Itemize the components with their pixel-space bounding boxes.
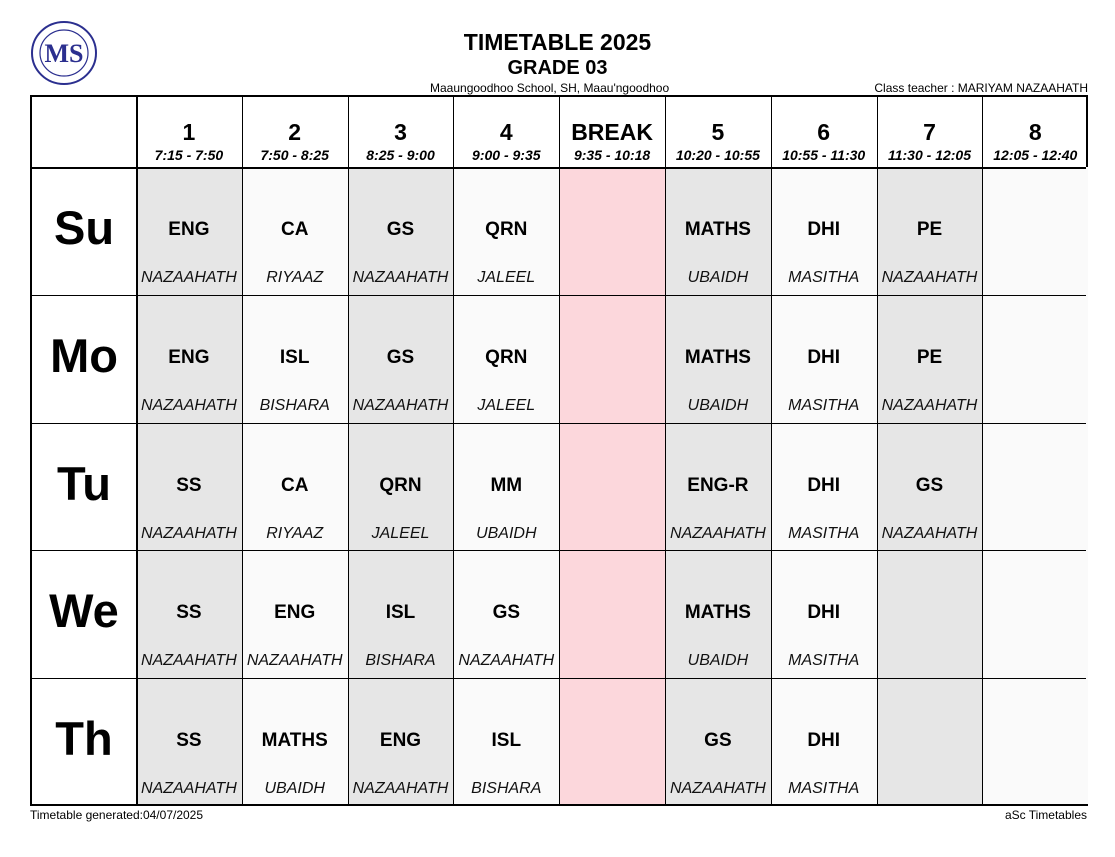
class-teacher: Class teacher : MARIYAM NAZAAHATH [874,81,1088,95]
lesson-subject: DHI [807,602,841,624]
lesson-teacher: RIYAAZ [266,269,324,286]
lesson-cell [982,423,1088,551]
lesson-teacher: BISHARA [259,396,330,414]
lesson-subject: SS [176,602,202,624]
lesson-teacher: NAZAAHATH [881,269,978,286]
lesson-teacher: MASITHA [788,269,860,286]
grid-vline [348,97,349,804]
lesson-cell [877,295,983,423]
lesson-teacher: NAZAAHATH [352,780,449,798]
period-time: 7:15 - 7:50 [154,147,224,163]
page-title: TIMETABLE 2025 [463,29,652,55]
day-label: Tu [57,456,111,510]
grid-header-line [32,167,1086,169]
lesson-teacher: NAZAAHATH [881,524,978,542]
school-name: Maaungoodhoo School, SH, Maau'ngoodhoo [430,81,670,95]
grid-hline [32,550,1086,551]
period-number: 5 [711,119,725,145]
lesson-subject: ISL [491,730,522,752]
lesson-subject: GS [492,602,521,624]
lesson-subject: MATHS [684,346,751,368]
lesson-cell [665,678,771,806]
lesson-teacher: NAZAAHATH [881,396,978,414]
lesson-cell [348,550,454,678]
timetable-grid [30,95,1088,806]
lesson-cell [242,423,348,551]
lesson-cell [136,678,242,806]
period-number: 1 [182,119,196,145]
lesson-teacher: MASITHA [788,396,860,414]
lesson-cell [877,423,983,551]
lesson-subject: CA [280,219,309,240]
period-time: 12:05 - 12:40 [993,147,1078,163]
period-number: BREAK [571,119,653,145]
lesson-teacher: NAZAAHATH [141,396,237,414]
lesson-teacher: UBAIDH [687,652,749,670]
period-header [136,97,242,167]
lesson-cell [453,550,559,678]
lesson-teacher: NAZAAHATH [141,524,237,542]
lesson-subject: GS [704,730,732,752]
lesson-cell [665,550,771,678]
lesson-teacher: NAZAAHATH [352,396,449,414]
lesson-teacher: NAZAAHATH [670,524,766,542]
lesson-subject: QRN [485,346,528,368]
lesson-teacher: NAZAAHATH [352,269,449,286]
lesson-subject: GS [915,474,944,496]
day-label: We [49,584,119,638]
grid-vline [242,97,243,804]
period-header [982,97,1088,167]
period-header [453,97,559,167]
lesson-cell [559,167,665,295]
grid-vline [559,97,560,804]
lesson-teacher: NAZAAHATH [141,269,237,286]
period-number: 7 [923,119,936,145]
lesson-subject: ENG [168,346,210,368]
day-label: Th [55,712,113,766]
grid-vline [877,97,878,804]
lesson-teacher: RIYAAZ [266,524,324,542]
lesson-teacher: UBAIDH [476,524,537,542]
lesson-cell [559,295,665,423]
lesson-teacher: UBAIDH [687,396,749,414]
lesson-cell [665,167,771,295]
lesson-teacher: JALEEL [371,524,430,542]
period-header [559,97,665,167]
period-header [877,97,983,167]
generated-date: Timetable generated:04/07/2025 [30,808,204,822]
lesson-teacher: BISHARA [365,652,436,670]
lesson-cell [559,678,665,806]
period-header [242,97,348,167]
footer-brand: aSc Timetables [1004,808,1087,822]
lesson-cell [453,678,559,806]
period-header [665,97,771,167]
lesson-cell [348,423,454,551]
grid-vline [982,97,983,804]
lesson-cell [453,167,559,295]
lesson-teacher: BISHARA [471,780,542,798]
lesson-cell [242,295,348,423]
lesson-subject: ENG-R [687,474,749,496]
lesson-subject: MM [490,474,523,496]
lesson-subject: ENG [168,219,210,240]
day-label: Su [53,201,115,254]
lesson-cell [771,167,877,295]
lesson-subject: DHI [807,474,841,496]
lesson-subject: MATHS [684,219,751,240]
lesson-cell [136,295,242,423]
grid-vline [136,97,138,804]
lesson-cell [877,678,983,806]
lesson-subject: MATHS [684,602,751,624]
lesson-subject: ISL [279,346,310,368]
lesson-cell [665,295,771,423]
lesson-subject: SS [176,730,202,752]
lesson-subject: MATHS [261,730,328,752]
lesson-subject: QRN [379,474,422,496]
lesson-subject: PE [916,346,943,368]
period-number: 3 [394,119,407,145]
lesson-cell [771,295,877,423]
lesson-subject: DHI [807,219,841,240]
grid-vline [665,97,666,804]
lesson-cell [877,550,983,678]
lesson-teacher: NAZAAHATH [141,652,237,670]
lesson-cell [771,423,877,551]
lesson-cell [242,167,348,295]
lesson-subject: GS [386,219,415,240]
period-time: 7:50 - 8:25 [260,147,329,163]
lesson-subject: SS [176,474,202,496]
period-time: 10:20 - 10:55 [675,147,760,163]
period-number: 6 [817,119,831,145]
lesson-teacher: JALEEL [477,396,536,414]
period-number: 2 [288,119,302,145]
period-time: 10:55 - 11:30 [782,147,866,163]
lesson-cell [771,550,877,678]
lesson-cell [136,167,242,295]
lesson-subject: GS [386,346,415,368]
lesson-teacher: NAZAAHATH [670,780,766,798]
lesson-subject: ENG [274,602,316,624]
lesson-teacher: MASITHA [788,652,860,670]
lesson-subject: QRN [485,219,528,240]
lesson-cell [136,423,242,551]
lesson-cell [982,167,1088,295]
grade-title: GRADE 03 [507,57,608,79]
lesson-teacher: MASITHA [788,524,860,542]
grid-vline [771,97,772,804]
lesson-cell [771,678,877,806]
period-time: 11:30 - 12:05 [887,147,971,163]
lesson-subject: ENG [379,730,422,752]
lesson-cell [242,550,348,678]
lesson-cell [136,550,242,678]
grid-vline [453,97,454,804]
logo-initials: MS [44,39,84,68]
period-number: 8 [1028,119,1042,145]
lesson-teacher: NAZAAHATH [141,780,237,798]
period-header [771,97,877,167]
lesson-subject: DHI [807,730,841,752]
grid-hline [32,295,1086,296]
lesson-cell [453,295,559,423]
lesson-teacher: MASITHA [788,780,860,798]
lesson-teacher: JALEEL [477,269,536,286]
lesson-cell [559,550,665,678]
lesson-cell [982,550,1088,678]
lesson-subject: DHI [807,346,841,368]
lesson-subject: PE [916,219,943,240]
lesson-cell [877,167,983,295]
lesson-cell [665,423,771,551]
day-label: Mo [50,328,118,382]
grid-hline [32,678,1086,679]
lesson-cell [559,423,665,551]
lesson-cell [453,423,559,551]
lesson-cell [242,678,348,806]
lesson-teacher: UBAIDH [687,269,749,286]
period-header [348,97,454,167]
lesson-cell [982,678,1088,806]
lesson-cell [348,167,454,295]
lesson-cell [348,678,454,806]
lesson-subject: CA [280,474,309,496]
lesson-teacher: NAZAAHATH [246,652,343,670]
lesson-teacher: UBAIDH [264,780,325,798]
lesson-subject: ISL [385,602,416,624]
lesson-cell [982,295,1088,423]
period-time: 8:25 - 9:00 [366,147,435,163]
period-time: 9:35 - 10:18 [573,147,651,163]
period-time: 9:00 - 9:35 [472,147,541,163]
lesson-cell [348,295,454,423]
lesson-teacher: NAZAAHATH [458,652,555,670]
period-number: 4 [499,119,513,145]
grid-hline [32,423,1086,424]
